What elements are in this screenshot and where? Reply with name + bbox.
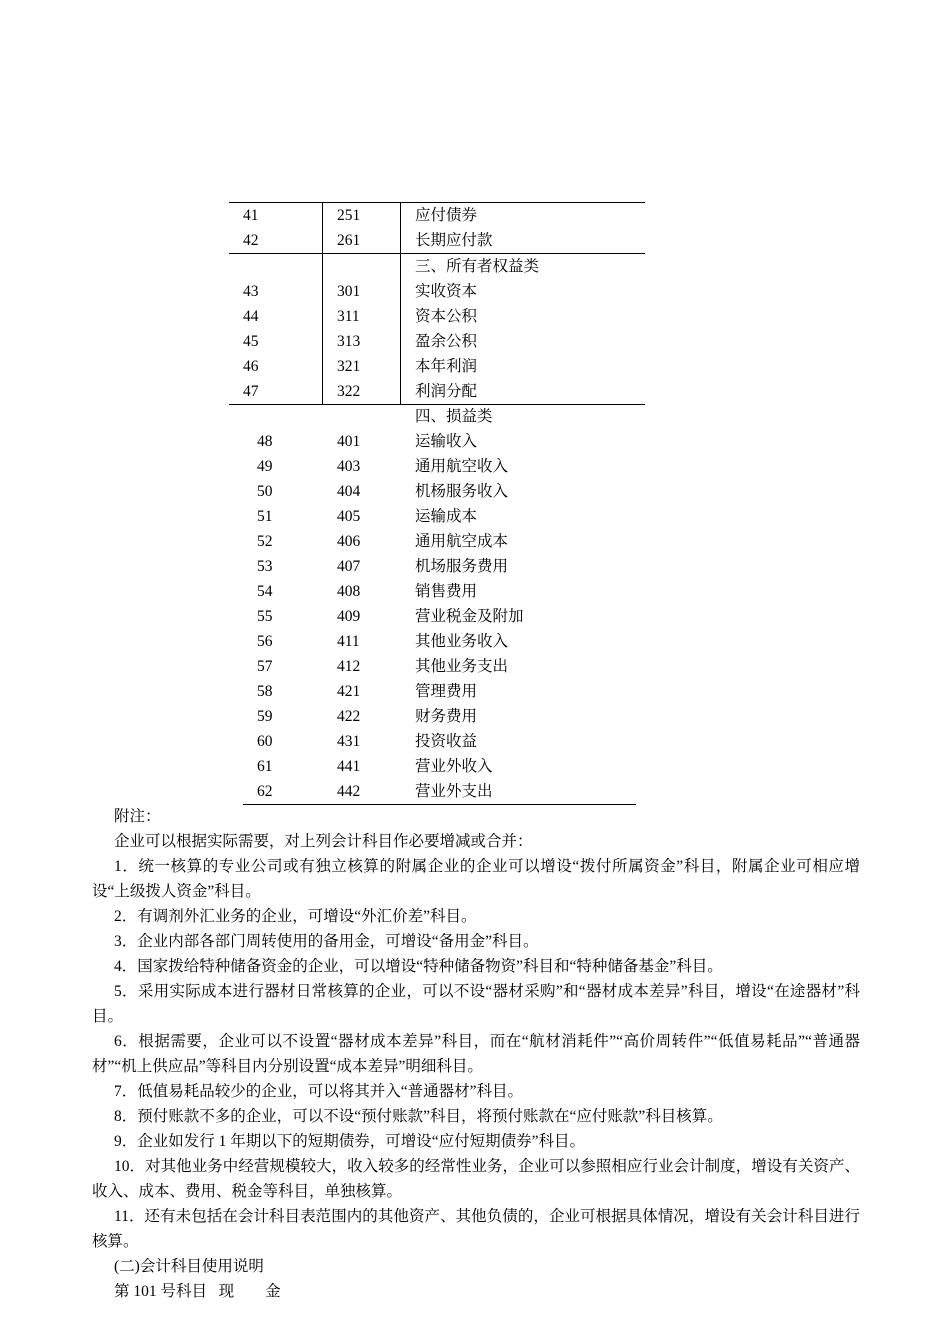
table-row bbox=[229, 279, 645, 304]
account-code: 311 bbox=[337, 308, 360, 325]
table-row bbox=[243, 704, 636, 729]
account-name: 本年利润 bbox=[415, 358, 478, 375]
row-number: 53 bbox=[257, 558, 273, 575]
category-heading: 四、损益类 bbox=[415, 408, 493, 425]
account-code: 322 bbox=[337, 383, 361, 400]
category-heading: 三、所有者权益类 bbox=[415, 258, 540, 275]
row-number: 45 bbox=[243, 333, 259, 350]
row-number: 58 bbox=[257, 683, 273, 700]
row-number: 51 bbox=[257, 508, 273, 525]
row-number: 52 bbox=[257, 533, 273, 550]
account-name: 资本公积 bbox=[415, 308, 478, 325]
account-code: 301 bbox=[337, 283, 361, 300]
table-row bbox=[243, 754, 636, 779]
row-number: 46 bbox=[243, 358, 259, 375]
row-number: 44 bbox=[243, 308, 259, 325]
row-number: 49 bbox=[257, 458, 273, 475]
account-name: 利润分配 bbox=[415, 383, 478, 400]
notes-section bbox=[92, 804, 860, 1304]
note-item: 11．还有未包括在会计科目表范围内的其他资产、其他负债的，企业可根据具体情况，增设有关会计科目进行核算。 bbox=[92, 1208, 860, 1250]
table-row bbox=[229, 228, 645, 253]
account-name: 长期应付款 bbox=[415, 232, 493, 249]
table-row bbox=[243, 604, 636, 629]
row-number: 43 bbox=[243, 283, 259, 300]
account-name: 运输成本 bbox=[415, 508, 478, 525]
account-code: 403 bbox=[337, 458, 361, 475]
account-code: 405 bbox=[337, 508, 361, 525]
account-name: 盈余公积 bbox=[415, 333, 478, 350]
account-name: 通用航空成本 bbox=[415, 533, 509, 550]
accounts-table-upper bbox=[229, 202, 645, 405]
table-row bbox=[243, 654, 636, 679]
account-code: 261 bbox=[337, 232, 361, 249]
note-item: 10．对其他业务中经营规模较大，收入较多的经常性业务，企业可以参照相应行业会计制度，增设有关资产、收入、成本、费用、税金等科目，单独核算。 bbox=[92, 1158, 860, 1200]
subject-heading: 第 101 号科目 现 金 bbox=[114, 1283, 281, 1300]
account-code: 422 bbox=[337, 708, 361, 725]
note-item: 6．根据需要，企业可以不设置“器材成本差异”科目，而在“航材消耗件”“高价周转件”“低值易耗品”“普通器材”“机上供应品”等科目内分别设置“成本差异”明细科目。 bbox=[92, 1033, 860, 1075]
row-number: 59 bbox=[257, 708, 273, 725]
table-row bbox=[243, 679, 636, 704]
account-code: 408 bbox=[337, 583, 361, 600]
note-item: 4．国家拨给特种储备资金的企业，可以增设“特种储备物资”科目和“特种储备基金”科目。 bbox=[114, 958, 723, 975]
accounts-table-lower bbox=[243, 404, 636, 805]
section-heading: (二)会计科目使用说明 bbox=[114, 1258, 264, 1275]
account-name: 财务费用 bbox=[415, 708, 478, 725]
table-row bbox=[243, 504, 636, 529]
account-code: 321 bbox=[337, 358, 361, 375]
table-row bbox=[229, 203, 645, 228]
note-item: 3．企业内部各部门周转使用的备用金，可增设“备用金”科目。 bbox=[114, 933, 539, 950]
table-row bbox=[229, 354, 645, 379]
table-row bbox=[243, 454, 636, 479]
account-code: 441 bbox=[337, 758, 361, 775]
account-name: 应付债券 bbox=[415, 207, 478, 224]
note-item: 2．有调剂外汇业务的企业，可增设“外汇价差”科目。 bbox=[114, 908, 477, 925]
account-code: 313 bbox=[337, 333, 361, 350]
table-row bbox=[243, 629, 636, 654]
account-code: 409 bbox=[337, 608, 361, 625]
account-name: 其他业务收入 bbox=[415, 633, 509, 650]
note-item: 8．预付账款不多的企业，可以不设“预付账款”科目，将预付账款在“应付账款”科目核算。 bbox=[114, 1108, 723, 1125]
account-code: 404 bbox=[337, 483, 361, 500]
row-number: 56 bbox=[257, 633, 273, 650]
table-group bbox=[229, 254, 645, 404]
table-row bbox=[243, 404, 636, 429]
row-number: 61 bbox=[257, 758, 273, 775]
account-name: 营业外支出 bbox=[415, 783, 493, 800]
account-code: 251 bbox=[337, 207, 361, 224]
row-number: 48 bbox=[257, 433, 273, 450]
account-name: 其他业务支出 bbox=[415, 658, 509, 675]
account-name: 营业外收入 bbox=[415, 758, 493, 775]
account-name: 实收资本 bbox=[415, 283, 478, 300]
account-name: 通用航空收入 bbox=[415, 458, 509, 475]
table-row bbox=[229, 254, 645, 279]
table-row bbox=[229, 379, 645, 404]
row-number: 50 bbox=[257, 483, 273, 500]
account-name: 机杨服务收入 bbox=[415, 483, 509, 500]
account-code: 411 bbox=[337, 633, 360, 650]
account-name: 管理费用 bbox=[415, 683, 478, 700]
note-item: 1．统一核算的专业公司或有独立核算的附属企业的企业可以增设“拨付所属资金”科目，附属企业可相应增设“上级拨人资金”科目。 bbox=[92, 858, 860, 900]
account-name: 销售费用 bbox=[415, 583, 478, 600]
account-name: 投资收益 bbox=[415, 733, 478, 750]
account-code: 431 bbox=[337, 733, 361, 750]
row-number: 54 bbox=[257, 583, 273, 600]
account-name: 机场服务费用 bbox=[415, 558, 509, 575]
notes-intro: 企业可以根据实际需要，对上列会计科目作必要增减或合并： bbox=[114, 833, 533, 850]
row-number: 55 bbox=[257, 608, 273, 625]
row-number: 62 bbox=[257, 783, 273, 800]
row-number: 57 bbox=[257, 658, 273, 675]
table-row bbox=[243, 554, 636, 579]
table-row bbox=[229, 329, 645, 354]
table-row bbox=[229, 304, 645, 329]
table-row bbox=[243, 779, 636, 804]
account-code: 412 bbox=[337, 658, 361, 675]
table-row bbox=[243, 479, 636, 504]
table-row bbox=[243, 529, 636, 554]
account-code: 401 bbox=[337, 433, 361, 450]
account-name: 营业税金及附加 bbox=[415, 608, 524, 625]
row-number: 41 bbox=[243, 207, 259, 224]
row-number: 60 bbox=[257, 733, 273, 750]
table-row bbox=[243, 429, 636, 454]
note-item: 9．企业如发行 1 年期以下的短期债券，可增设“应付短期债券”科目。 bbox=[114, 1133, 586, 1150]
account-code: 407 bbox=[337, 558, 361, 575]
table-row bbox=[243, 579, 636, 604]
table-group bbox=[229, 203, 645, 254]
row-number: 42 bbox=[243, 232, 259, 249]
row-number: 47 bbox=[243, 383, 259, 400]
account-code: 442 bbox=[337, 783, 361, 800]
table-row bbox=[243, 729, 636, 754]
account-name: 运输收入 bbox=[415, 433, 478, 450]
note-item: 5．采用实际成本进行器材日常核算的企业，可以不设“器材采购”和“器材成本差异”科目，增设“在途器材”科目。 bbox=[92, 983, 860, 1025]
account-code: 421 bbox=[337, 683, 361, 700]
account-code: 406 bbox=[337, 533, 361, 550]
note-item: 7．低值易耗品较少的企业，可以将其并入“普通器材”科目。 bbox=[114, 1083, 524, 1100]
notes-heading: 附注： bbox=[114, 808, 161, 825]
